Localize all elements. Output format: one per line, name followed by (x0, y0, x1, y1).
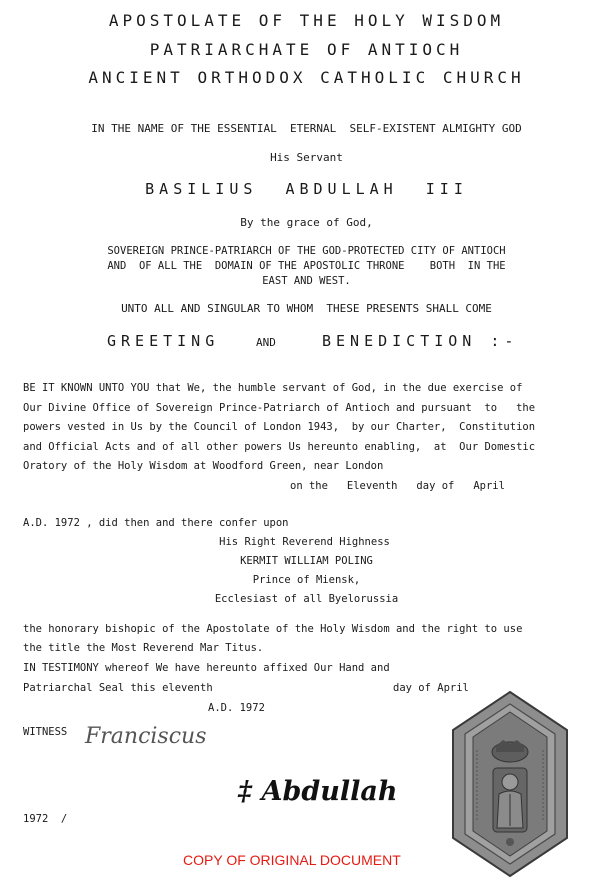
recipient-name: KERMIT WILLIAM POLING (240, 555, 373, 567)
witness-label: WITNESS (23, 726, 68, 738)
body-line: BE IT KNOWN UNTO YOU that We, the humble servant of God, in the due exercise of (23, 382, 523, 394)
invocation: IN THE NAME OF THE ESSENTIAL ETERNAL SELF-EXISTENT ALMIGHTY GOD (91, 122, 522, 135)
testimony-line-2: Patriarchal Seal this eleventh (23, 682, 213, 694)
recipient-honorific: His Right Reverend Highness (219, 536, 390, 548)
header-line-3: ANCIENT ORTHODOX CATHOLIC CHURCH (88, 68, 525, 87)
conferral-line-1: the honorary bishopic of the Apostolate of the Holy Wisdom and the right to use (23, 623, 523, 635)
patriarch-name: BASILIUS ABDULLAH III (145, 180, 468, 198)
conferral-line-2: the title the Most Reverend Mar Titus. (23, 642, 264, 654)
benediction-word: BENEDICTION :- (322, 332, 519, 350)
header-line-1: APOSTOLATE OF THE HOLY WISDOM (108, 11, 505, 30)
title-line-2: AND OF ALL THE DOMAIN OF THE APOSTOLIC THRONE BOTH IN THE (107, 260, 506, 272)
testimony-line-1: IN TESTIMONY whereof We have hereunto affixed Our Hand and (23, 662, 390, 674)
body-line: Our Divine Office of Sovereign Prince-Patriarch of Antioch and pursuant to the (23, 402, 536, 414)
title-line-1: SOVEREIGN PRINCE-PATRIARCH OF THE GOD-PROTECTED CITY OF ANTIOCH (107, 245, 506, 257)
recipient-title: Prince of Miensk, (252, 574, 361, 586)
body-line: Oratory of the Holy Wisdom at Woodford Green, near London (23, 460, 384, 472)
year-footer: 1972 / (23, 813, 68, 825)
date-line: on the Eleventh day of April (290, 480, 505, 492)
greeting-and: AND (256, 336, 276, 349)
grace-line: By the grace of God, (240, 216, 373, 229)
testimony-day: day of April (393, 682, 469, 694)
recipient-office: Ecclesiast of all Byelorussia (214, 593, 399, 605)
header-line-2: PATRIARCHATE OF ANTIOCH (149, 40, 464, 59)
patriarch-signature: ‡ Abdullah (238, 776, 398, 807)
title-line-3: EAST AND WEST. (262, 275, 351, 287)
witness-signature: Franciscus (85, 724, 207, 749)
body-line: powers vested in Us by the Council of London 1943, by our Charter, Constitution (23, 421, 536, 433)
ad-line: A.D. 1972 , did then and there confer upon (23, 517, 289, 529)
copy-notice: COPY OF ORIGINAL DOCUMENT (183, 852, 401, 868)
testimony-ad: A.D. 1972 (208, 702, 265, 714)
body-line: and Official Acts and of all other powers Us hereunto enabling, at Our Domestic (23, 441, 536, 453)
patriarchal-seal (451, 690, 569, 878)
servant-line: His Servant (270, 151, 343, 164)
greeting-word: GREETING (107, 332, 220, 350)
address-line: UNTO ALL AND SINGULAR TO WHOM THESE PRESENTS SHALL COME (121, 302, 492, 315)
